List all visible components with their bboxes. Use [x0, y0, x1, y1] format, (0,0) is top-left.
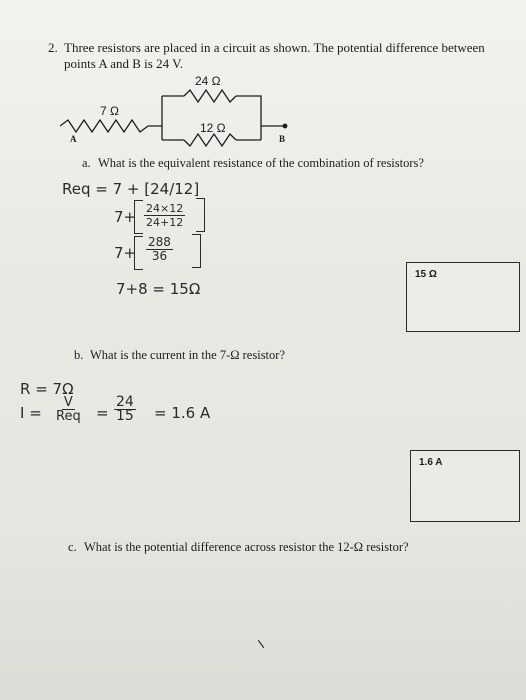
answer-box-a[interactable] [406, 262, 520, 332]
part-a-question: What is the equivalent resistance of the combination of resistors? [98, 156, 424, 170]
node-a-label: A [70, 134, 77, 144]
work-a-frac1-num: 24×12 [146, 202, 184, 215]
work-b-equals: = [96, 404, 109, 422]
part-a-letter: a. [82, 156, 91, 170]
circuit-diagram [60, 70, 320, 150]
part-b-letter: b. [74, 348, 84, 362]
bracket-left-1 [134, 200, 143, 234]
work-b-line2-prefix: I = [20, 404, 42, 422]
part-b [74, 348, 374, 364]
resistor-7-ohm [60, 120, 162, 132]
work-a-frac2-num: 288 [148, 235, 171, 249]
work-b-fraction-2 [114, 396, 136, 423]
work-a-line1: Req = 7 + [24/12] [62, 180, 200, 198]
label-12-ohm: 12 Ω [200, 121, 226, 135]
bracket-right-1 [196, 198, 205, 232]
work-a-frac2-den: 36 [151, 249, 168, 263]
work-a-line3-prefix: 7+ [114, 244, 137, 262]
work-b-result: = 1.6 A [154, 404, 211, 422]
label-24-ohm: 24 Ω [195, 74, 221, 88]
work-a-line2-prefix: 7+ [114, 208, 137, 226]
label-7-ohm: 7 Ω [100, 104, 119, 118]
bracket-left-2 [134, 236, 143, 270]
work-a-fraction-2 [146, 236, 173, 263]
node-b-dot [283, 124, 288, 129]
part-a [82, 156, 462, 172]
work-b-frac2-den: 15 [116, 408, 134, 424]
answer-a: 15 Ω [415, 269, 437, 280]
resistor-12-ohm [184, 134, 236, 146]
work-b-frac2-num: 24 [116, 394, 134, 410]
work-b-line1: R = 7Ω [20, 380, 74, 398]
bracket-right-2 [192, 234, 201, 268]
work-b-frac1-num: V [63, 395, 73, 410]
question-text: Three resistors are placed in a circuit as shown. The potential difference between points A and B is 24 V. [64, 40, 485, 71]
work-b-frac1-den: Req [56, 409, 81, 424]
work-a-fraction-1 [144, 202, 185, 229]
wire-top-right [236, 96, 261, 140]
part-c-question: What is the potential difference across resistor the 12-Ω resistor? [84, 540, 409, 554]
part-c [68, 540, 468, 556]
answer-box-b[interactable] [410, 450, 520, 522]
answer-b: 1.6 A [419, 457, 443, 468]
work-a-line4: 7+8 = 15Ω [116, 280, 201, 298]
work-b-fraction-1 [56, 396, 81, 423]
node-b-label: B [279, 134, 286, 144]
work-a-frac1-den: 24+12 [146, 216, 184, 229]
resistor-24-ohm [184, 90, 236, 102]
pen-mark [258, 640, 264, 648]
question-number: 2. [48, 40, 58, 55]
part-b-question: What is the current in the 7-Ω resistor? [90, 348, 285, 362]
part-c-letter: c. [68, 540, 77, 554]
